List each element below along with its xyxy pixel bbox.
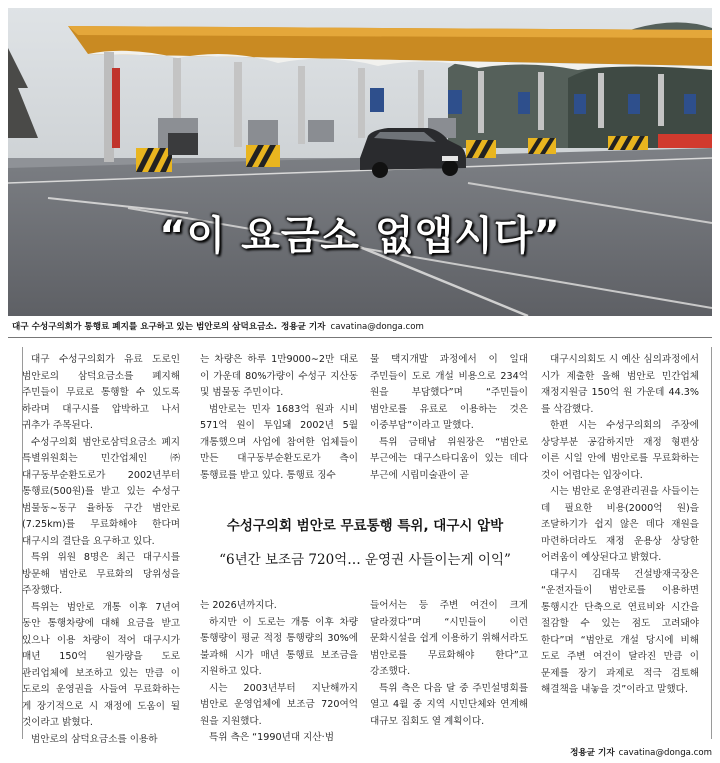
caption-author: 정용균 기자 xyxy=(280,322,326,332)
subhead-main: 수성구의회 범안로 무료통행 특위, 대구시 압박 xyxy=(226,518,504,534)
subhead-block xyxy=(200,506,530,592)
caption-divider xyxy=(8,337,712,338)
paragraph: 특위 금태남 위원장은 “범안로 부근에는 대구스타디움이 있는 데다 부근에 시립미술관이 곧 xyxy=(370,436,528,481)
paragraph: 범안로의 삼덕요금소를 이용하 xyxy=(31,733,158,745)
article-byline xyxy=(560,746,712,758)
article-column-2-bottom xyxy=(200,598,358,747)
paragraph: 특위는 범안로 개통 이후 7년여 동안 통행차량에 대해 요금을 받고 있으나 이용 차량이 적어 대구시가 매년 150억 원가량을 도로 관리업체에 보조하고 있는 만큼 이 도로의 운영권을 사들여 무료화하는 게 장기적으로 시 재정에 도움이 될 것이라고 밝혔다. xyxy=(22,601,180,728)
photo-caption xyxy=(12,320,708,334)
paragraph: 물 택지개발 과정에서 이 일대 주민들이 도로 개설 비용으로 234억 원을 부담했다”며 “주민들이 범안로를 유료로 이용하는 것은 이중부담”이라고 말했다. xyxy=(370,354,528,431)
article-right-border xyxy=(711,347,712,739)
paragraph: 수성구의회 범안로삼덕요금소 폐지 특별위원회는 민간업체인 ㈜대구동부순환도로가 2002년부터 통행료(500원)를 받고 있는 수성구 범물동∼동구 율하동 구간 범안로(7.25km)를 무료화해야 한다며 대구시의 결단을 요구하고 있다. xyxy=(22,436,180,547)
paragraph: 시는 범안로 운영관리권을 사들이는 데 필요한 비용(2000억 원)을 조달하기가 쉽지 않은 데다 재원을 마련하더라도 재정 운용상 상당한 어려움이 예상된다고 밝혔다. xyxy=(541,486,699,563)
article-column-2-top xyxy=(200,352,358,484)
byline-name: 정용균 기자 xyxy=(570,748,615,758)
paragraph: 범안로는 민자 1683억 원과 시비 571억 원이 투입돼 2002년 5월 개통했으며 사업에 참여한 업체들이 만든 대구동부순환도로가 측이 통행료를 받고 있다. 통행료 징수 xyxy=(200,403,358,481)
paragraph: 특위 측은 “1990년대 지산·범 xyxy=(209,732,334,743)
paragraph: 하지만 이 도로는 개통 이후 차량 통행량이 평균 적정 통행량의 30%에 불과해 시가 매년 통행료 보조금을 지원하고 있다. xyxy=(200,616,358,677)
article-column-4 xyxy=(541,352,699,699)
paragraph: 특위 위원 8명은 최근 대구시를 방문해 범안로 무료화의 당위성을 주장했다. xyxy=(22,552,180,596)
photo-headline: “이 요금소 없앱시다” xyxy=(159,213,561,259)
article-column-3-bottom xyxy=(370,598,528,730)
paragraph: 는 2026년까지다. xyxy=(200,600,277,611)
paragraph: 대구시 김대묵 건설방재국장은 “운전자들이 범안로를 이용하면 통행시간 단축으로 연료비와 시간을 절감할 수 있는 점도 고려돼야 한다”며 “범안로 개설 당시에 비해 도로 주변 여건이 달라진 만큼 이 문제를 장기 과제로 적극 검토해 해결책을 내놓을 것”이라고 말했다. xyxy=(541,568,699,695)
paragraph: 는 차량은 하루 1만9000∼2만 대로 이 가운데 80%가량이 수성구 지산동 및 범물동 주민이다. xyxy=(200,354,358,398)
paragraph: 시는 2003년부터 지난해까지 범안로 운영업체에 보조금 720여억 원을 지원했다. xyxy=(200,682,358,727)
article-column-1 xyxy=(22,352,180,748)
caption-text: 대구 수성구의회가 통행료 폐지를 요구하고 있는 범안로의 삼덕요금소. xyxy=(12,322,277,332)
paragraph: 한편 시는 수성구의회의 주장에 상당부분 공감하지만 재정 형편상 이른 시일 안에 범안로를 무료화하는 것이 어렵다는 입장이다. xyxy=(541,420,699,481)
byline-email: cavatina@donga.com xyxy=(618,748,712,758)
news-photo xyxy=(8,8,712,316)
article-column-3-top xyxy=(370,352,528,484)
caption-email: cavatina@donga.com xyxy=(330,322,424,332)
toll-plaza-illustration xyxy=(8,8,712,316)
subhead-quote: “6년간 보조금 720억… 운영권 사들이는게 이익” xyxy=(219,552,511,568)
paragraph: 들어서는 등 주변 여건이 크게 달라졌다”며 “시민들이 이런 문화시설을 쉽게 이용하기 위해서라도 범안로를 무료화해야 한다”고 강조했다. xyxy=(370,600,528,677)
paragraph: 대구 수성구의회가 유료 도로인 범안로의 삼덕요금소를 폐지해 주민들이 무료로 통행할 수 있도록 하라며 대구시를 압박하고 나서 귀추가 주목된다. xyxy=(22,354,180,431)
paragraph: 대구시의회도 시 예산 심의과정에서 시가 제출한 올해 범안로 민간업체 재정지원금 150억 원 가운데 44.3%를 삭감했다. xyxy=(541,354,699,415)
paragraph: 특위 측은 다음 달 중 주민설명회를 열고 4월 중 지역 시민단체와 연계해 대규모 집회도 열 계획이다. xyxy=(370,682,528,727)
